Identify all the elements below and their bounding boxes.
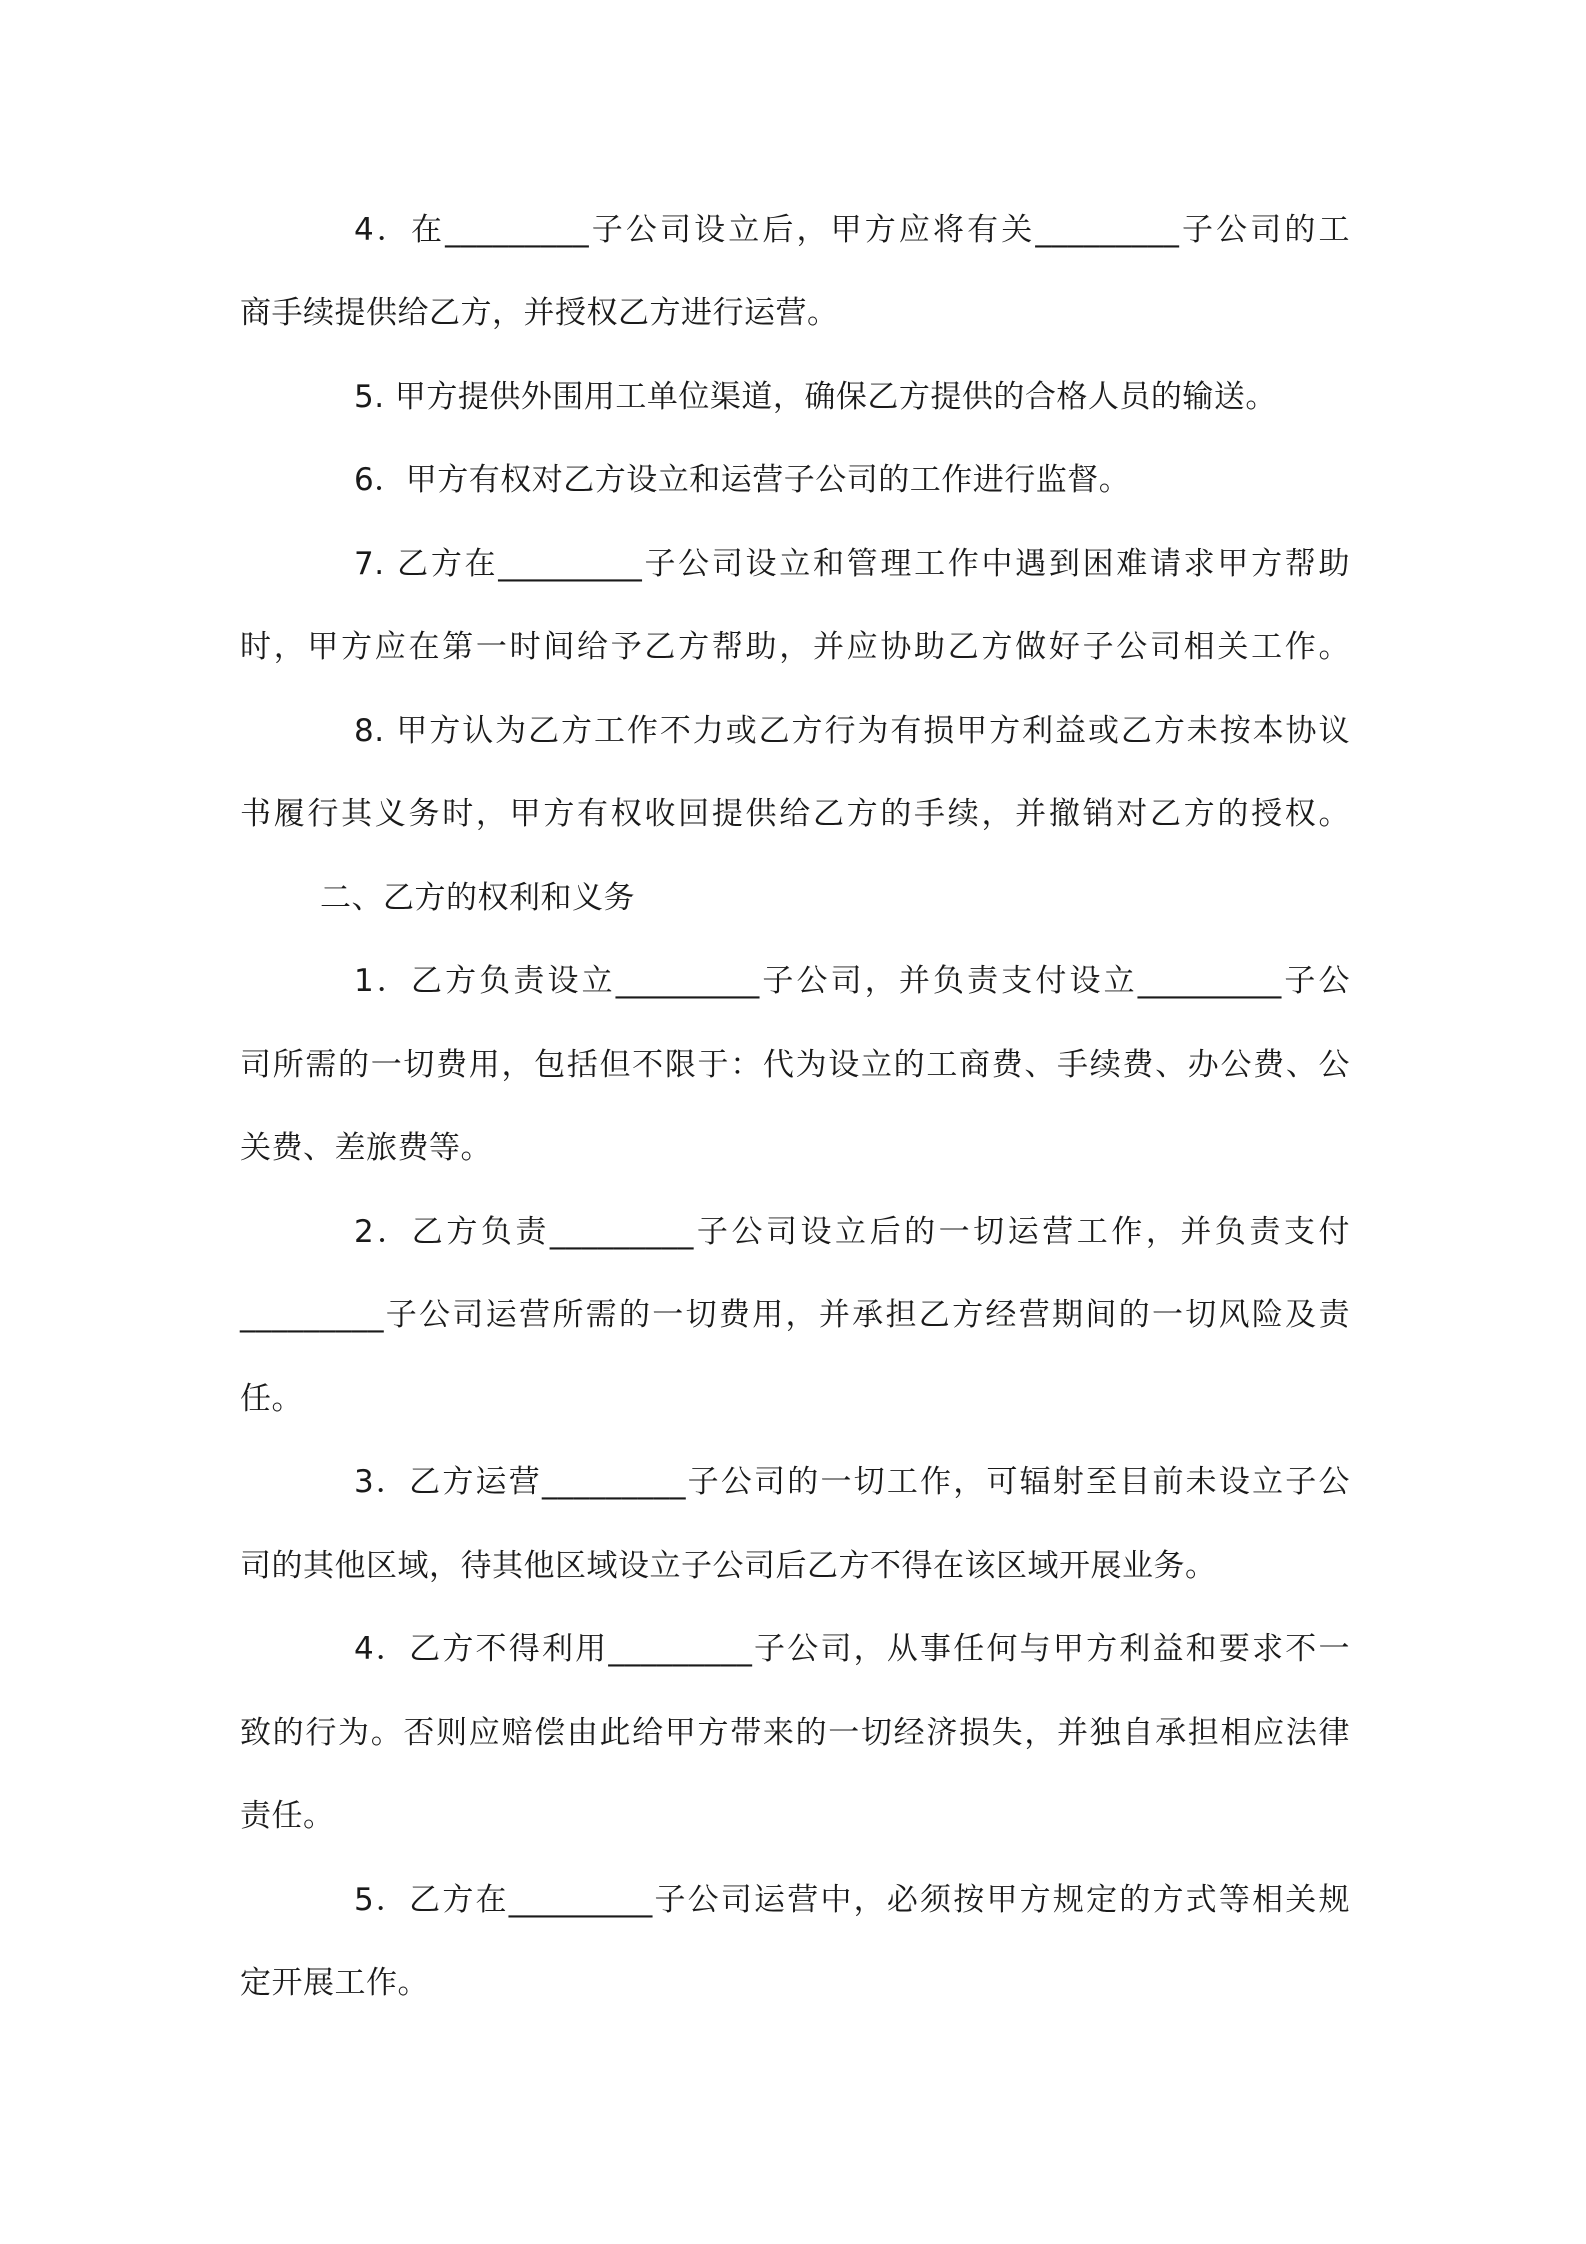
paragraph-line: 1．乙方负责设立_________子公司，并负责支付设立_________子公 bbox=[354, 963, 1350, 999]
paragraph-line: 6．甲方有权对乙方设立和运营子公司的工作进行监督。 bbox=[354, 462, 1131, 498]
paragraph-line: 4．乙方不得利用_________子公司，从事任何与甲方利益和要求不一 bbox=[354, 1631, 1350, 1667]
paragraph-line: _________子公司运营所需的一切费用，并承担乙方经营期间的一切风险及责 bbox=[240, 1297, 1350, 1333]
paragraph-line: 5．乙方在_________子公司运营中，必须按甲方规定的方式等相关规 bbox=[354, 1882, 1350, 1918]
paragraph-line: 关费、差旅费等。 bbox=[240, 1130, 492, 1166]
paragraph-line: 任。 bbox=[240, 1381, 303, 1417]
paragraph-line: 3．乙方运营_________子公司的一切工作，可辐射至目前未设立子公 bbox=[354, 1464, 1350, 1500]
paragraph-line: 商手续提供给乙方，并授权乙方进行运营。 bbox=[240, 295, 839, 331]
paragraph-line: 5. 甲方提供外围用工单位渠道，确保乙方提供的合格人员的输送。 bbox=[354, 379, 1277, 415]
paragraph-line: 致的行为。否则应赔偿由此给甲方带来的一切经济损失，并独自承担相应法律 bbox=[240, 1715, 1350, 1751]
paragraph-line: 定开展工作。 bbox=[240, 1965, 429, 2001]
paragraph-line: 司所需的一切费用，包括但不限于：代为设立的工商费、手续费、办公费、公 bbox=[240, 1047, 1350, 1083]
paragraph-line: 责任。 bbox=[240, 1798, 335, 1834]
paragraph-line: 时，甲方应在第一时间给予乙方帮助，并应协助乙方做好子公司相关工作。 bbox=[240, 629, 1350, 665]
section-heading: 二、乙方的权利和义务 bbox=[320, 880, 635, 916]
paragraph-line: 4．在_________子公司设立后，甲方应将有关_________子公司的工 bbox=[354, 212, 1350, 248]
paragraph-line: 书履行其义务时，甲方有权收回提供给乙方的手续，并撤销对乙方的授权。 bbox=[240, 796, 1350, 832]
paragraph-line: 司的其他区域，待其他区域设立子公司后乙方不得在该区域开展业务。 bbox=[240, 1548, 1217, 1584]
paragraph-line: 2．乙方负责_________子公司设立后的一切运营工作，并负责支付 bbox=[354, 1214, 1350, 1250]
paragraph-line: 7. 乙方在_________子公司设立和管理工作中遇到困难请求甲方帮助 bbox=[354, 546, 1350, 582]
paragraph-line: 8. 甲方认为乙方工作不力或乙方行为有损甲方利益或乙方未按本协议 bbox=[354, 713, 1350, 749]
